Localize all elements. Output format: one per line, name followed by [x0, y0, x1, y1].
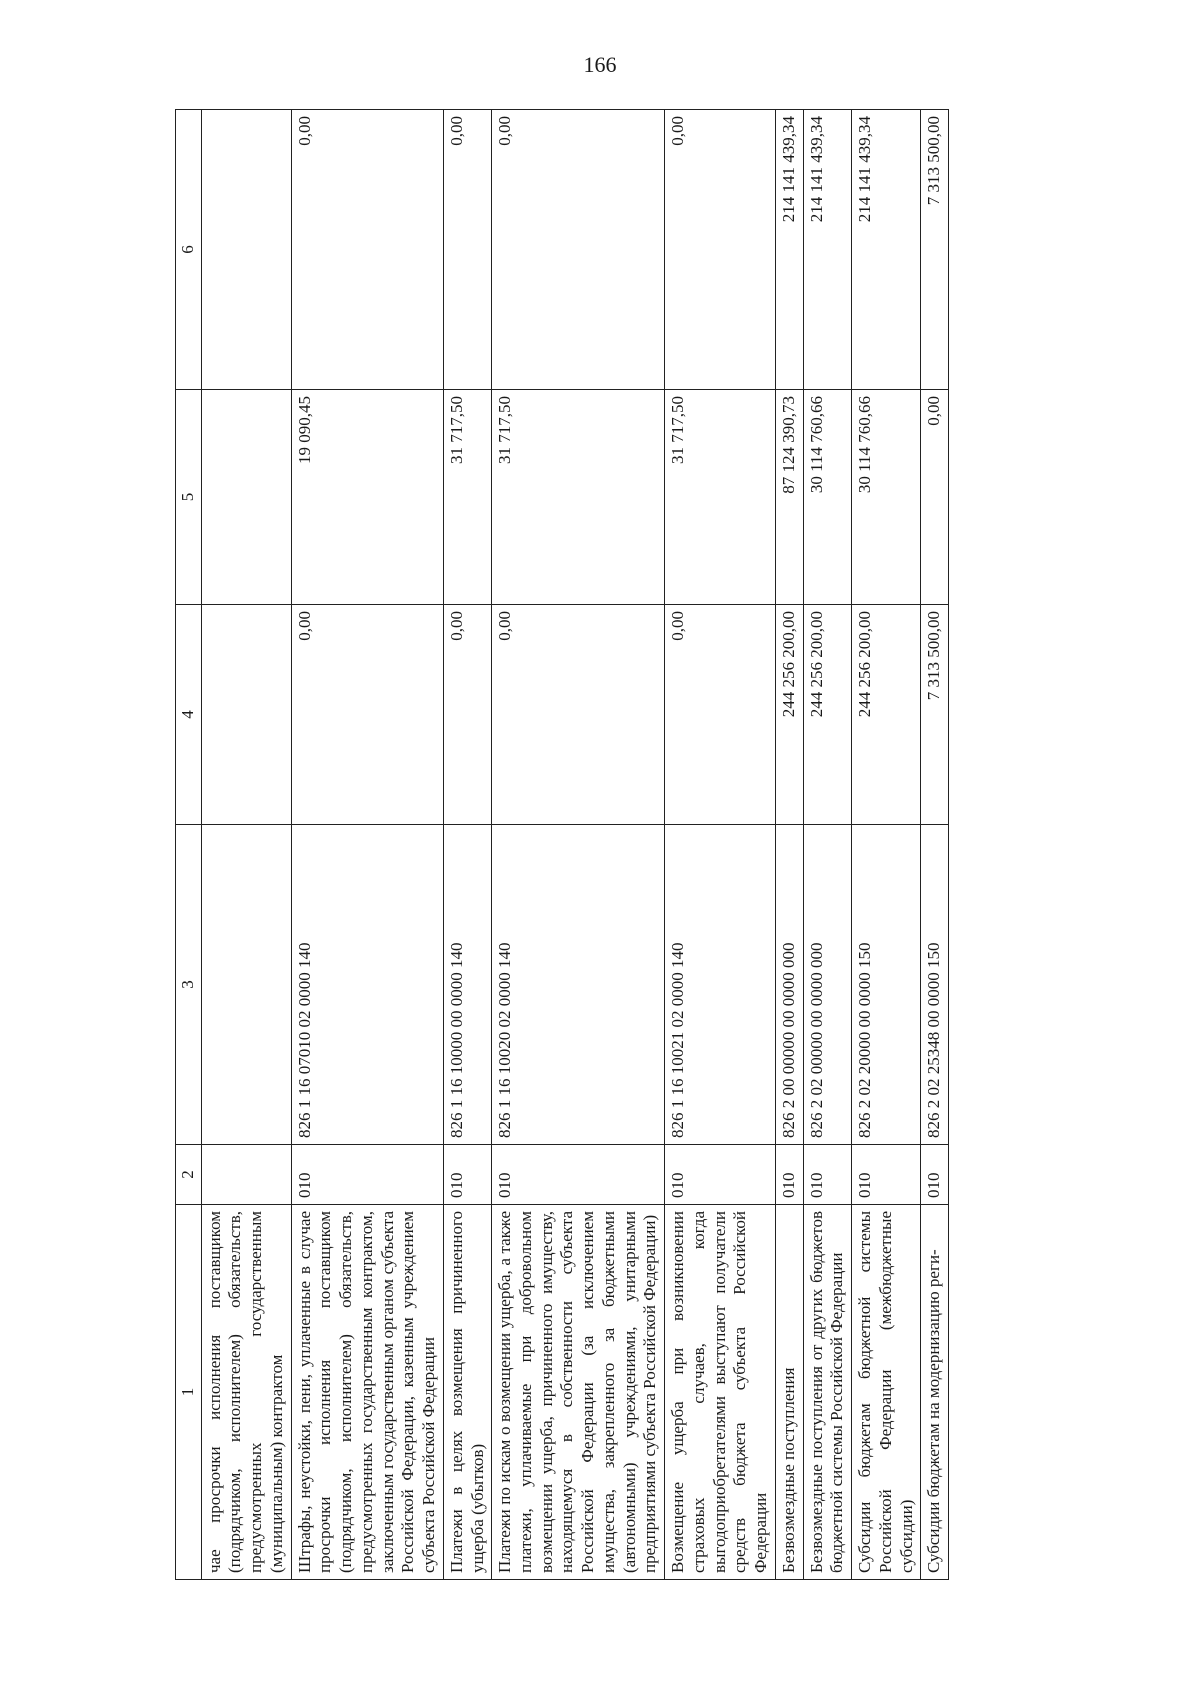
row-value-6: 214 141 439,34 — [852, 110, 921, 390]
table-row — [803, 110, 851, 1580]
table-header-row — [176, 110, 202, 1580]
row-value-4: 0,00 — [665, 605, 776, 825]
row-code — [201, 1145, 291, 1205]
row-value-5 — [201, 390, 291, 605]
row-name: Штрафы, неустойки, пени, уплаченные в случае просрочки исполнения поставщиком (подрядчиком, исполнителем) обязательств, предусмотренных государственным контрактом, заключенным государственным органом субъекта Российской Федерации, казенным учреждением субъекта Российской Федерации — [291, 1205, 443, 1580]
row-value-4 — [201, 605, 291, 825]
row-value-6: 0,00 — [443, 110, 491, 390]
page-number: 166 — [583, 52, 617, 77]
row-code: 010 — [291, 1145, 443, 1205]
row-value-6: 0,00 — [492, 110, 665, 390]
row-kbk: 826 2 00 00000 00 0000 000 — [775, 825, 803, 1145]
row-value-6: 0,00 — [291, 110, 443, 390]
row-value-4: 244 256 200,00 — [775, 605, 803, 825]
row-value-5: 30 114 760,66 — [852, 390, 921, 605]
row-value-5: 30 114 760,66 — [803, 390, 851, 605]
table-row — [921, 110, 949, 1580]
header-col-2: 2 — [176, 1145, 202, 1205]
budget-table-wrapper — [175, 110, 1075, 1580]
row-kbk: 826 2 02 00000 00 0000 000 — [803, 825, 851, 1145]
row-value-6 — [201, 110, 291, 390]
header-col-3: 3 — [176, 825, 202, 1145]
row-value-5: 19 090,45 — [291, 390, 443, 605]
header-col-5: 5 — [176, 390, 202, 605]
row-code: 010 — [921, 1145, 949, 1205]
row-name: Платежи в целях возмещения причиненного ущерба (убытков) — [443, 1205, 491, 1580]
table-row — [201, 110, 291, 1580]
header-col-6: 6 — [176, 110, 202, 390]
table-row — [291, 110, 443, 1580]
table-row — [852, 110, 921, 1580]
row-value-4: 7 313 500,00 — [921, 605, 949, 825]
budget-revenue-table — [175, 109, 949, 1580]
row-code: 010 — [775, 1145, 803, 1205]
row-name: Субсидии бюджетам бюджетной системы Российской Федерации (межбюджетные субсидии) — [852, 1205, 921, 1580]
row-value-5: 31 717,50 — [665, 390, 776, 605]
row-kbk: 826 2 02 25348 00 0000 150 — [921, 825, 949, 1145]
row-value-5: 31 717,50 — [492, 390, 665, 605]
row-kbk — [201, 825, 291, 1145]
table-row — [665, 110, 776, 1580]
row-value-5: 31 717,50 — [443, 390, 491, 605]
row-name: Субсидии бюджетам на модернизацию реги- — [921, 1205, 949, 1580]
row-value-6: 0,00 — [665, 110, 776, 390]
row-code: 010 — [443, 1145, 491, 1205]
row-code: 010 — [852, 1145, 921, 1205]
table-row — [443, 110, 491, 1580]
table-row — [492, 110, 665, 1580]
row-value-4: 0,00 — [443, 605, 491, 825]
row-kbk: 826 1 16 07010 02 0000 140 — [291, 825, 443, 1145]
row-name: Платежи по искам о возмещении ущерба, а также платежи, уплачиваемые при добровольном возмещении ущерба, причиненного имуществу, находящемуся в собственности субъекта Российской Федерации (за исключением имущества, закрепленного за бюджетными (автономными) учреждениями, унитарными предприятиями субъекта Российской Федерации) — [492, 1205, 665, 1580]
row-value-4: 244 256 200,00 — [852, 605, 921, 825]
row-value-5: 0,00 — [921, 390, 949, 605]
row-code: 010 — [665, 1145, 776, 1205]
row-value-5: 87 124 390,73 — [775, 390, 803, 605]
row-value-6: 7 313 500,00 — [921, 110, 949, 390]
row-name: чае просрочки исполнения поставщиком (подрядчиком, исполнителем) обязательств, предусмотренных государственным (муниципальным) контрактом — [201, 1205, 291, 1580]
row-name: Безвозмездные поступления от других бюджетов бюджетной системы Российской Федерации — [803, 1205, 851, 1580]
row-value-6: 214 141 439,34 — [803, 110, 851, 390]
row-value-4: 0,00 — [492, 605, 665, 825]
row-name: Возмещение ущерба при возникновении страховых случаев, когда выгодоприобретателями выступают получатели средств бюджета субъекта Российской Федерации — [665, 1205, 776, 1580]
row-value-4: 244 256 200,00 — [803, 605, 851, 825]
row-code: 010 — [492, 1145, 665, 1205]
row-code: 010 — [803, 1145, 851, 1205]
table-row — [775, 110, 803, 1580]
header-col-1: 1 — [176, 1205, 202, 1580]
row-value-4: 0,00 — [291, 605, 443, 825]
row-kbk: 826 1 16 10020 02 0000 140 — [492, 825, 665, 1145]
row-value-6: 214 141 439,34 — [775, 110, 803, 390]
row-name: Безвозмездные поступления — [775, 1205, 803, 1580]
header-col-4: 4 — [176, 605, 202, 825]
row-kbk: 826 1 16 10000 00 0000 140 — [443, 825, 491, 1145]
row-kbk: 826 1 16 10021 02 0000 140 — [665, 825, 776, 1145]
row-kbk: 826 2 02 20000 00 0000 150 — [852, 825, 921, 1145]
